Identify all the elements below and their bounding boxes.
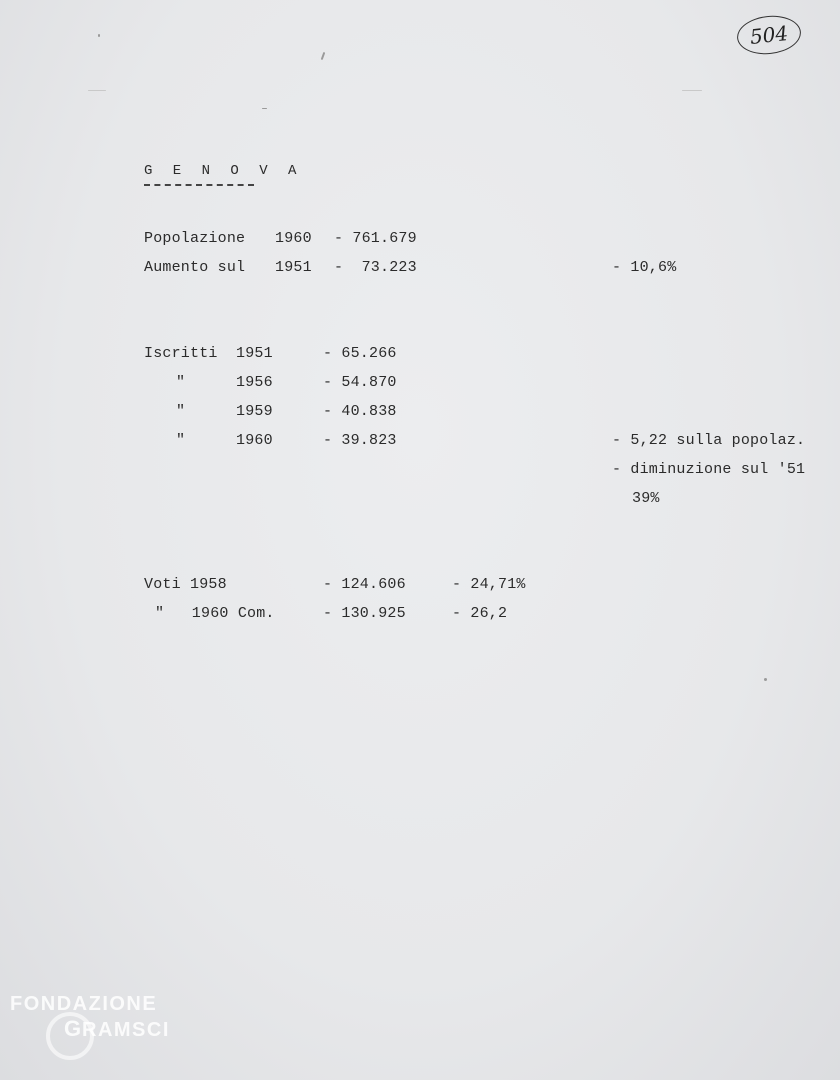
members-value: - 40.838 [323, 403, 397, 420]
population-year: 1960 [275, 230, 312, 247]
members-year: 1951 [236, 345, 273, 362]
votes-percent: - 26,2 [452, 605, 508, 622]
members-value: - 65.266 [323, 345, 397, 362]
paper-speck [98, 34, 100, 37]
increase-year: 1951 [275, 259, 312, 276]
members-year: 1959 [236, 403, 273, 420]
votes-value: - 124.606 [323, 576, 406, 593]
members-label: Iscritti [144, 345, 218, 362]
paper-speck [88, 90, 106, 91]
page-title: G E N O V A [144, 163, 303, 179]
fondazione-gramsci-logo [8, 990, 218, 1070]
votes-value: - 130.925 [323, 605, 406, 622]
increase-value: - 73.223 [334, 259, 417, 276]
members-note: 39% [632, 490, 660, 507]
members-note: - diminuzione sul '51 [612, 461, 806, 478]
svg-text:G: G [64, 1016, 82, 1041]
votes-label: Voti 1958 [144, 576, 227, 593]
title-underline [144, 184, 254, 186]
increase-percent: - 10,6% [612, 259, 677, 276]
members-value: - 54.870 [323, 374, 397, 391]
increase-label: Aumento sul [144, 259, 246, 276]
members-note: - 5,22 sulla popolaz. [612, 432, 806, 449]
svg-text:RAMSCI: RAMSCI [82, 1019, 170, 1041]
page-number-stamp: 504 [735, 13, 803, 57]
ditto-mark: " [176, 374, 186, 391]
members-year: 1960 [236, 432, 273, 449]
votes-percent: - 24,71% [452, 576, 526, 593]
paper-speck [262, 108, 267, 109]
ditto-mark: " [176, 403, 186, 420]
paper-speck [321, 52, 326, 60]
votes-label: " 1960 Com. [155, 605, 275, 622]
paper-speck [764, 678, 767, 681]
paper-speck [682, 90, 702, 91]
members-year: 1956 [236, 374, 273, 391]
ditto-mark: " [176, 432, 186, 449]
population-label: Popolazione [144, 230, 246, 247]
population-value: - 761.679 [334, 230, 417, 247]
svg-text:FONDAZIONE: FONDAZIONE [10, 993, 158, 1015]
members-value: - 39.823 [323, 432, 397, 449]
